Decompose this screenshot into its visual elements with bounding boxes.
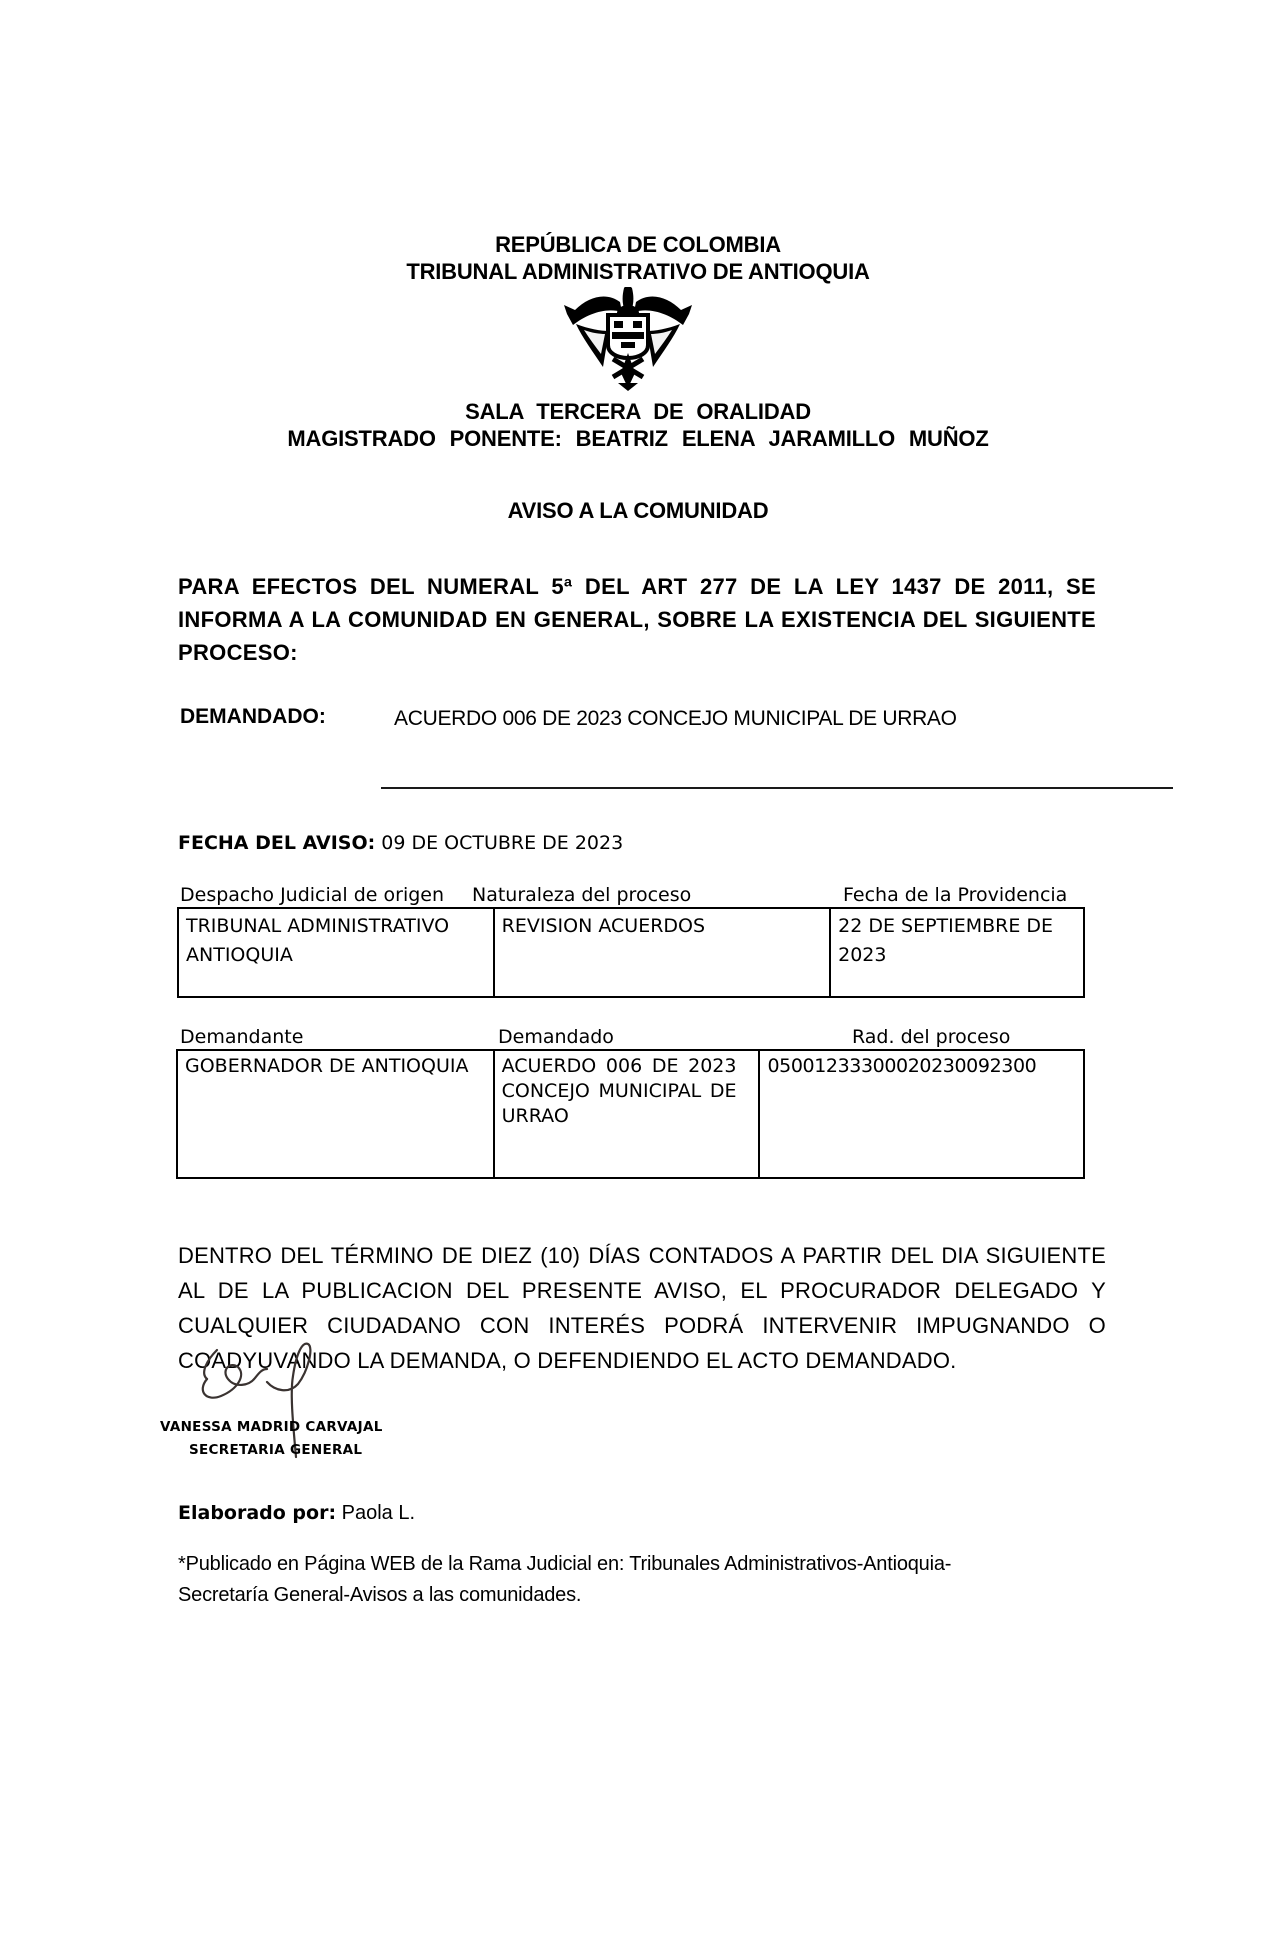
parties-table-header-demandado: Demandado bbox=[498, 1026, 614, 1048]
parties-table-cell-radicado: 05001233300020230092300 bbox=[758, 1051, 1083, 1177]
court-title: TRIBUNAL ADMINISTRATIVO DE ANTIOQUIA bbox=[406, 259, 870, 284]
magistrate-line: MAGISTRADO PONENTE: BEATRIZ ELENA JARAMILLO MUÑOZ bbox=[287, 426, 989, 451]
intro-paragraph: PARA EFECTOS DEL NUMERAL 5ª DEL ART 277 DE LA LEY 1437 DE 2011, SE INFORMA A LA COMUNIDAD EN GENERAL, SOBRE LA EXISTENCIA DEL SIGUIENTE PROCESO: bbox=[178, 574, 1096, 665]
signatory-title: SECRETARIA GENERAL bbox=[189, 1442, 363, 1458]
fecha-del-aviso-value: 09 DE OCTUBRE DE 2023 bbox=[381, 832, 624, 854]
process-table-header-naturaleza: Naturaleza del proceso bbox=[472, 884, 692, 906]
demandado-label: DEMANDADO: bbox=[180, 705, 326, 728]
signatory-name: VANESSA MADRID CARVAJAL bbox=[160, 1419, 383, 1435]
elaborado-label: Elaborado por: bbox=[178, 1502, 337, 1524]
process-table-cell-fecha: 22 DE SEPTIEMBRE DE 2023 bbox=[829, 909, 1083, 996]
parties-table-cell-demandado: ACUERDO 006 DE 2023 CONCEJO MUNICIPAL DE URRAO bbox=[493, 1051, 759, 1177]
process-table-cell-despacho: TRIBUNAL ADMINISTRATIVO ANTIOQUIA bbox=[186, 915, 450, 966]
elaborado-line bbox=[178, 1502, 415, 1525]
chamber-title: SALA TERCERA DE ORALIDAD bbox=[465, 399, 811, 424]
parties-table bbox=[176, 1049, 1085, 1179]
parties-table-header-demandante: Demandante bbox=[180, 1026, 304, 1048]
parties-table-cell-demandante: GOBERNADOR DE ANTIOQUIA bbox=[185, 1055, 469, 1077]
demandado-value: ACUERDO 006 DE 2023 CONCEJO MUNICIPAL DE URRAO bbox=[394, 707, 957, 730]
process-table-header-fecha: Fecha de la Providencia bbox=[843, 884, 1068, 906]
notice-title: AVISO A LA COMUNIDAD bbox=[507, 498, 769, 523]
colombia-coat-of-arms-icon bbox=[563, 287, 693, 391]
parties-table-header-radicado: Rad. del proceso bbox=[852, 1026, 1011, 1048]
fecha-del-aviso-line bbox=[178, 832, 623, 854]
term-notice-paragraph: DENTRO DEL TÉRMINO DE DIEZ (10) DÍAS CONTADOS A PARTIR DEL DIA SIGUIENTE AL DE LA PUBLICACION DEL PRESENTE AVISO, EL PROCURADOR DELEGADO Y CUALQUIER CIUDADANO CON INTERÉS PODRÁ INTERVENIR IMPUGNANDO O COADYUVANDO LA DEMANDA, O DEFENDIENDO EL ACTO DEMANDADO. bbox=[178, 1243, 1106, 1373]
elaborado-value: Paola L. bbox=[341, 1502, 416, 1524]
republic-title: REPÚBLICA DE COLOMBIA bbox=[495, 232, 781, 257]
process-table-cell-naturaleza: REVISION ACUERDOS bbox=[493, 909, 829, 996]
fecha-del-aviso-label: FECHA DEL AVISO: bbox=[178, 832, 376, 854]
process-table bbox=[177, 907, 1085, 998]
separator-line bbox=[381, 787, 1173, 789]
process-table-header-despacho: Despacho Judicial de origen bbox=[180, 884, 445, 906]
publication-footnote: *Publicado en Página WEB de la Rama Judicial en: Tribunales Administrativos-Antioquia-Secretaría General-Avisos a las comunidades. bbox=[178, 1553, 952, 1606]
